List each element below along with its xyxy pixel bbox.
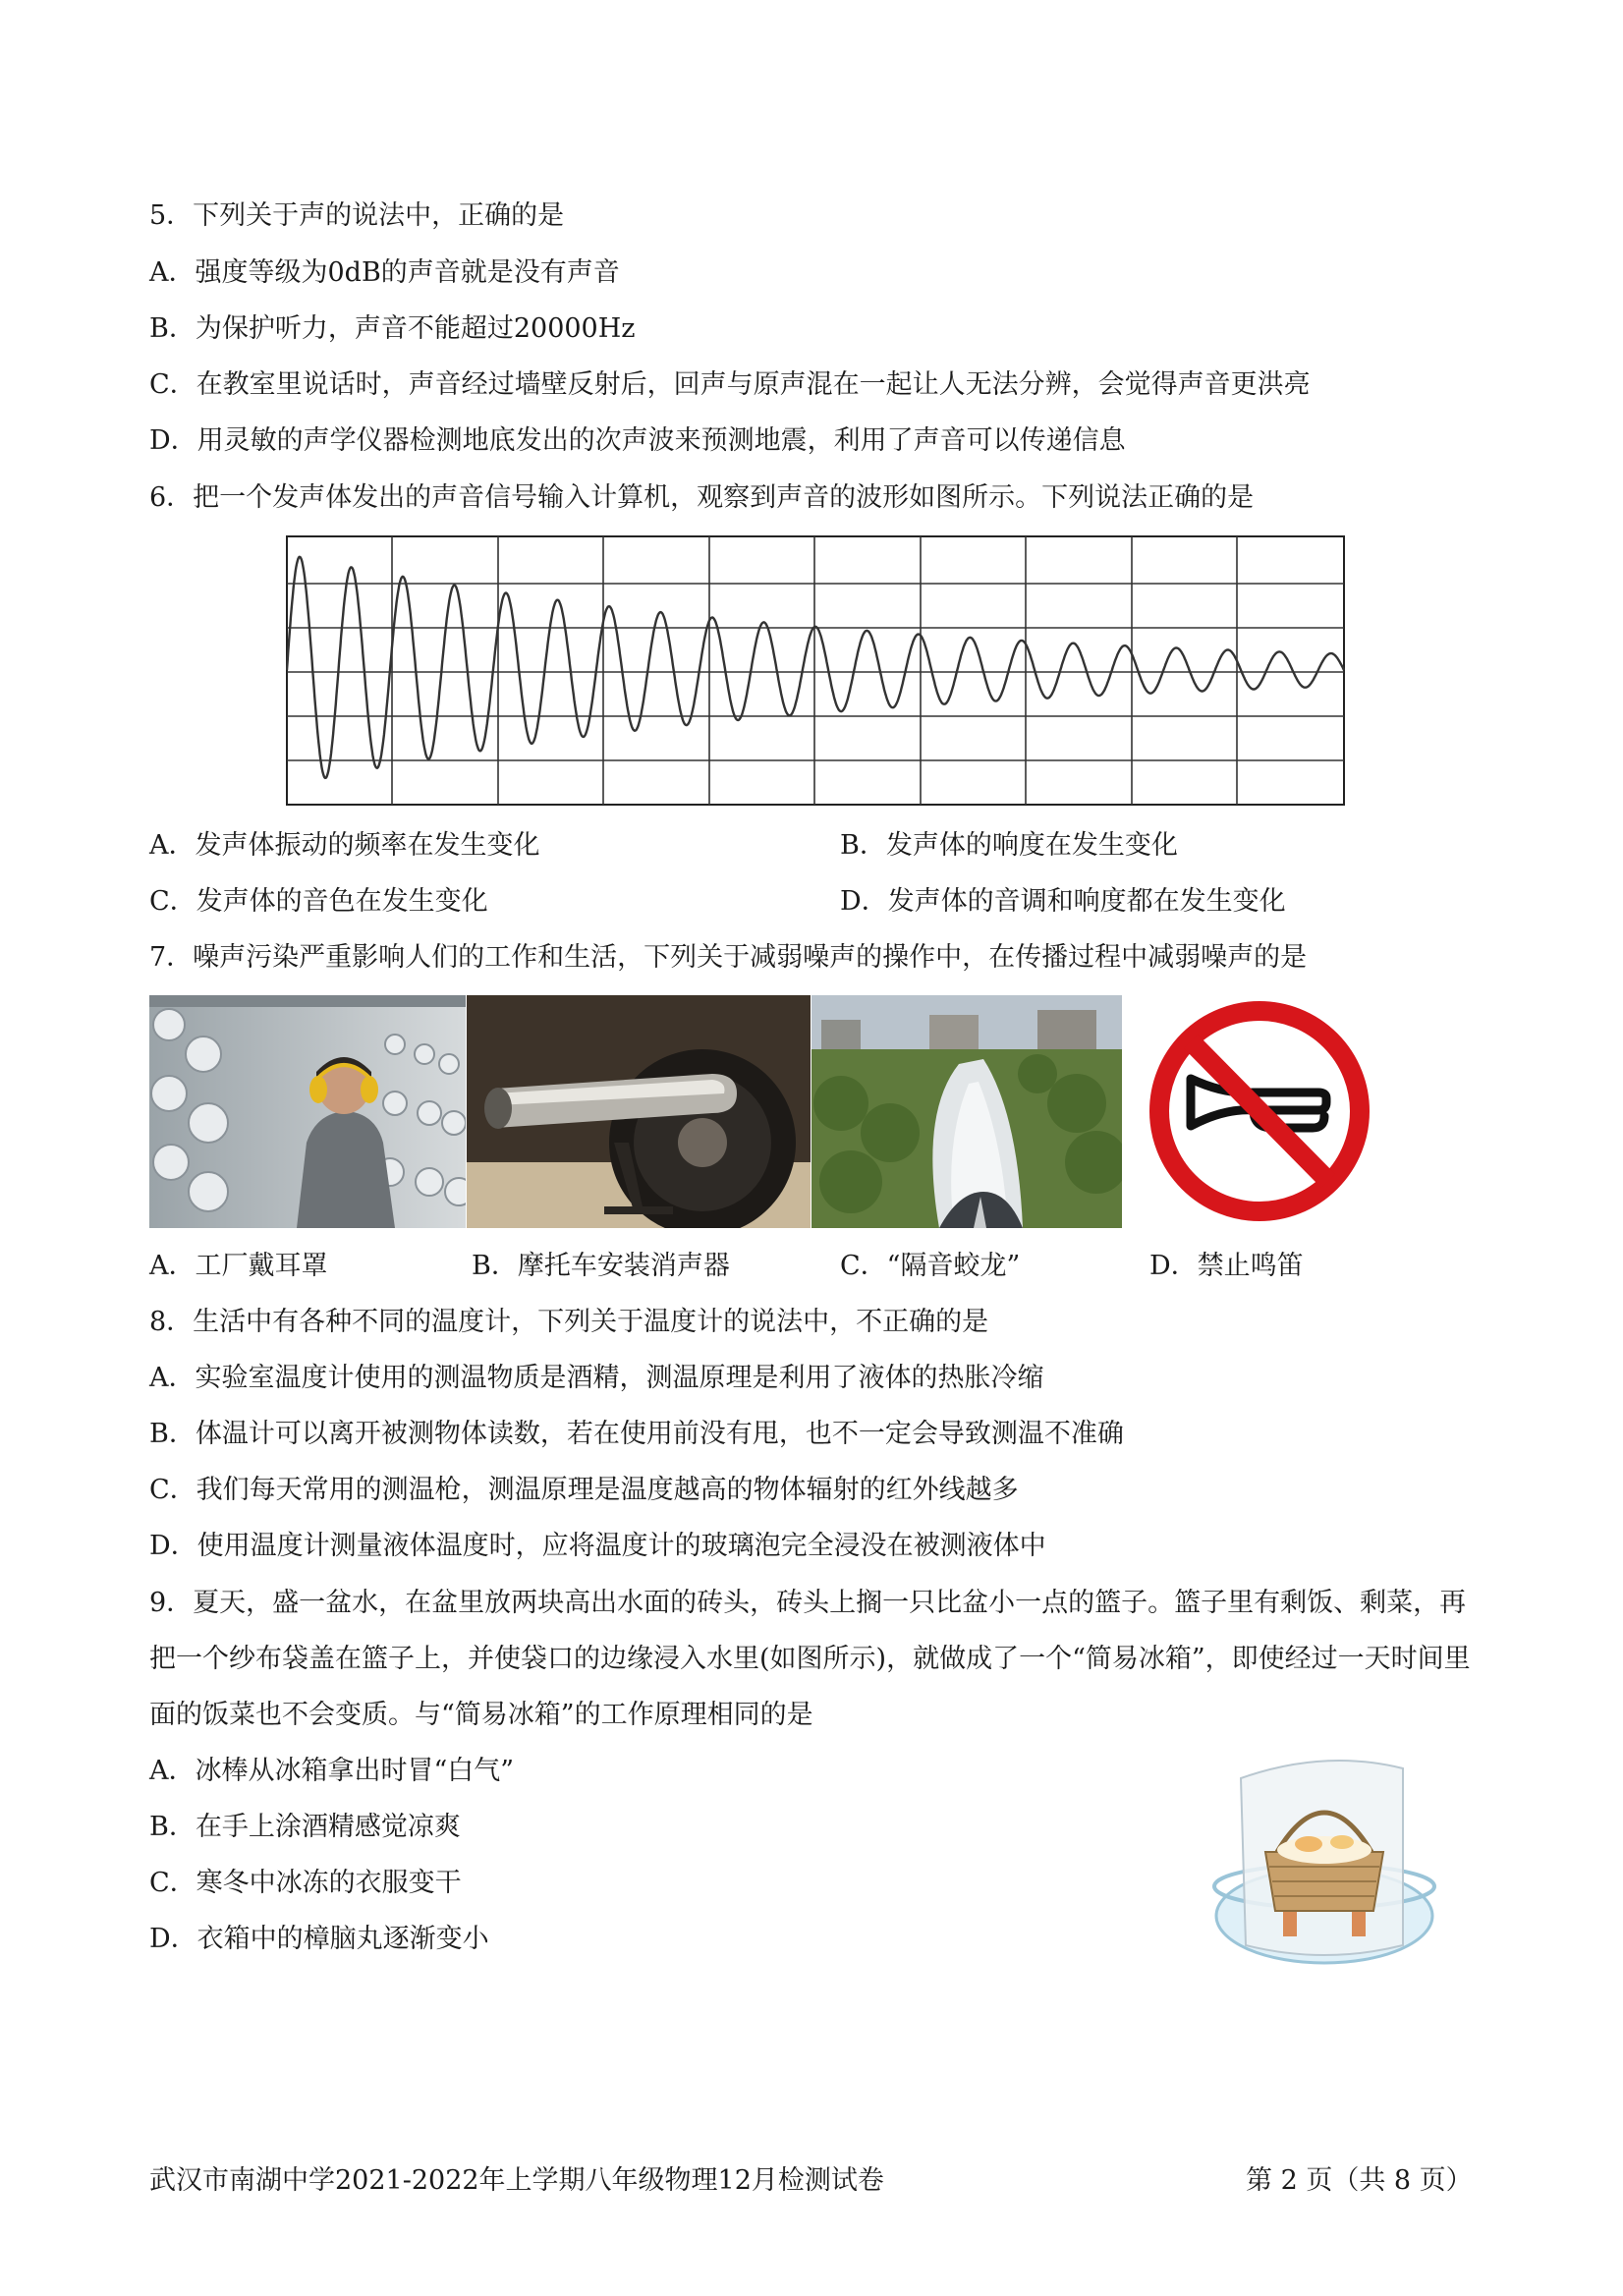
q5-stem: 5．下列关于声的说法中，正确的是	[149, 200, 565, 231]
q8-option-b: B．体温计可以离开被测物体读数，若在使用前没有甩，也不一定会导致测温不准确	[149, 1419, 1124, 1449]
simple-fridge-illustration	[1206, 1744, 1442, 1975]
q8-stem: 8．生活中有各种不同的温度计，下列关于温度计的说法中，不正确的是	[149, 1307, 989, 1337]
q6-option-a: A．发声体振动的频率在发生变化	[149, 830, 540, 861]
footer-page-number: 第 2 页（共 8 页）	[1246, 2165, 1473, 2196]
q6-option-c: C．发声体的音色在发生变化	[149, 886, 488, 917]
q8-option-c: C．我们每天常用的测温枪，测温原理是温度越高的物体辐射的红外线越多	[149, 1475, 1019, 1505]
q9-option-b: B．在手上涂酒精感觉凉爽	[149, 1812, 461, 1842]
sound-barrier-tunnel-photo	[812, 995, 1122, 1228]
waveform-figure	[286, 535, 1345, 806]
q7-caption-d: D．禁止鸣笛	[1149, 1251, 1304, 1281]
q6-option-b: B．发声体的响度在发生变化	[840, 830, 1178, 861]
motorcycle-muffler-photo	[467, 995, 811, 1228]
q7-caption-b: B．摩托车安装消声器	[472, 1251, 730, 1281]
q8-option-a: A．实验室温度计使用的测温物质是酒精，测温原理是利用了液体的热胀冷缩	[149, 1363, 1044, 1393]
sound-wave	[287, 557, 1344, 778]
factory-earmuffs-photo	[149, 995, 466, 1228]
q5-option-c: C．在教室里说话时，声音经过墙壁反射后，回声与原声混在一起让人无法分辨，会觉得声音更洪亮	[149, 369, 1311, 400]
q9-option-c: C．寒冬中冰冻的衣服变干	[149, 1868, 462, 1898]
q7-stem: 7．噪声污染严重影响人们的工作和生活，下列关于减弱噪声的操作中，在传播过程中减弱噪声的是	[149, 942, 1308, 973]
q8-option-d: D．使用温度计测量液体温度时，应将温度计的玻璃泡完全浸没在被测液体中	[149, 1531, 1046, 1561]
q6-stem: 6．把一个发声体发出的声音信号输入计算机，观察到声音的波形如图所示。下列说法正确的是	[149, 482, 1255, 513]
footer-exam-title: 武汉市南湖中学2021-2022年上学期八年级物理12月检测试卷	[149, 2165, 884, 2196]
q9-stem: 9．夏天，盛一盆水，在盆里放两块高出水面的砖头，砖头上搁一只比盆小一点的篮子。篮子里有剩饭、剩菜，再把一个纱布袋盖在篮子上，并使袋口的边缘浸入水里(如图所示)，就做成了一个“简易冰箱”，即使经过一天时间里面的饭菜也不会变质。与“简易冰箱”的工作原理相同的是	[149, 1588, 1471, 1730]
q5-option-b: B．为保护听力，声音不能超过20000Hz	[149, 313, 636, 344]
q7-caption-c: C．“隔音蛟龙”	[840, 1251, 1021, 1281]
q6-option-d: D．发声体的音调和响度都在发生变化	[840, 886, 1286, 917]
q5-option-a: A．强度等级为0dB的声音就是没有声音	[149, 257, 620, 288]
q9-option-d: D．衣箱中的樟脑丸逐渐变小	[149, 1924, 489, 1954]
q5-option-d: D．用灵敏的声学仪器检测地底发出的次声波来预测地震，利用了声音可以传递信息	[149, 425, 1126, 456]
no-horn-sign-icon	[1146, 1000, 1373, 1222]
q7-caption-a: A．工厂戴耳罩	[149, 1251, 328, 1281]
q9-option-a: A．冰棒从冰箱拿出时冒“白气”	[149, 1756, 515, 1786]
